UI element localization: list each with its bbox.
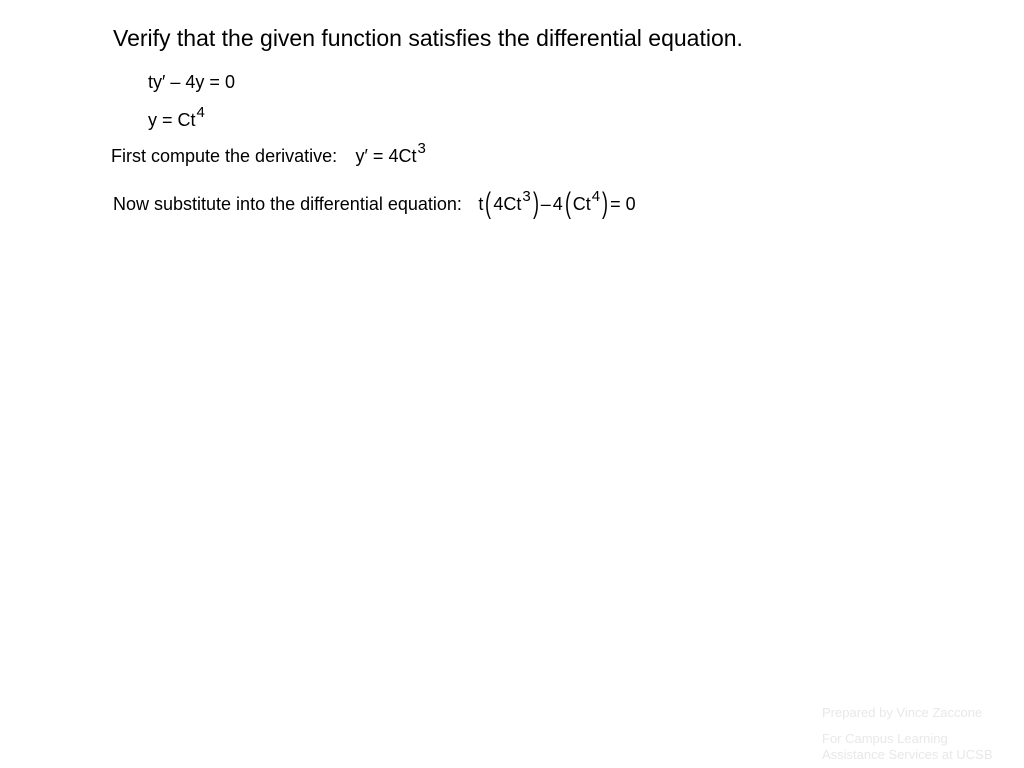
sub-inner2-exp: 4 [591, 188, 601, 205]
sub-inner2-base: Ct [572, 194, 591, 214]
sub-rhs: 0 [625, 194, 636, 214]
sub-coef: 4 [552, 194, 563, 214]
differential-equation [148, 72, 235, 93]
deriv-base: 4Ct [388, 146, 417, 166]
derivative-step [111, 140, 426, 167]
substitution-step [113, 186, 636, 220]
deriv-equals: = [372, 146, 384, 166]
sub-minus: – [540, 194, 551, 214]
given-function [148, 104, 205, 131]
derivative-label: First compute the derivative: [111, 146, 338, 166]
right-paren-1: ) [532, 187, 539, 220]
sub-equals: = [610, 194, 621, 214]
derivative-expression [355, 140, 426, 166]
substitution-label: Now substitute into the differential equation: [113, 194, 462, 214]
sub-inner1-base: 4Ct [493, 194, 522, 214]
left-paren-2: ( [564, 187, 571, 220]
deriv-lhs: y′ [355, 146, 368, 166]
eq-term: 4y [185, 72, 205, 92]
prepared-by-credit: Prepared by Vince Zaccone [822, 705, 983, 720]
eq-rhs: 0 [224, 72, 235, 92]
sub-t: t [478, 194, 484, 214]
right-paren-2: ) [602, 187, 609, 220]
deriv-exponent: 3 [417, 140, 426, 157]
fn-y: y [148, 110, 157, 130]
eq-minus: – [170, 72, 181, 92]
sub-inner1-exp: 3 [522, 188, 531, 205]
substitution-expression [478, 187, 636, 220]
fn-base: Ct [177, 110, 196, 130]
eq-lhs: ty′ [148, 72, 166, 92]
for-credit-line-2: Assistance Services at UCSB [822, 747, 993, 762]
fn-equals: = [162, 110, 173, 130]
eq-equals: = [209, 72, 220, 92]
for-credit-line-1: For Campus Learning [822, 731, 948, 746]
fn-exponent: 4 [196, 104, 205, 121]
problem-heading: Verify that the given function satisfies the differential equation. [113, 25, 743, 51]
left-paren-1: ( [485, 187, 492, 220]
